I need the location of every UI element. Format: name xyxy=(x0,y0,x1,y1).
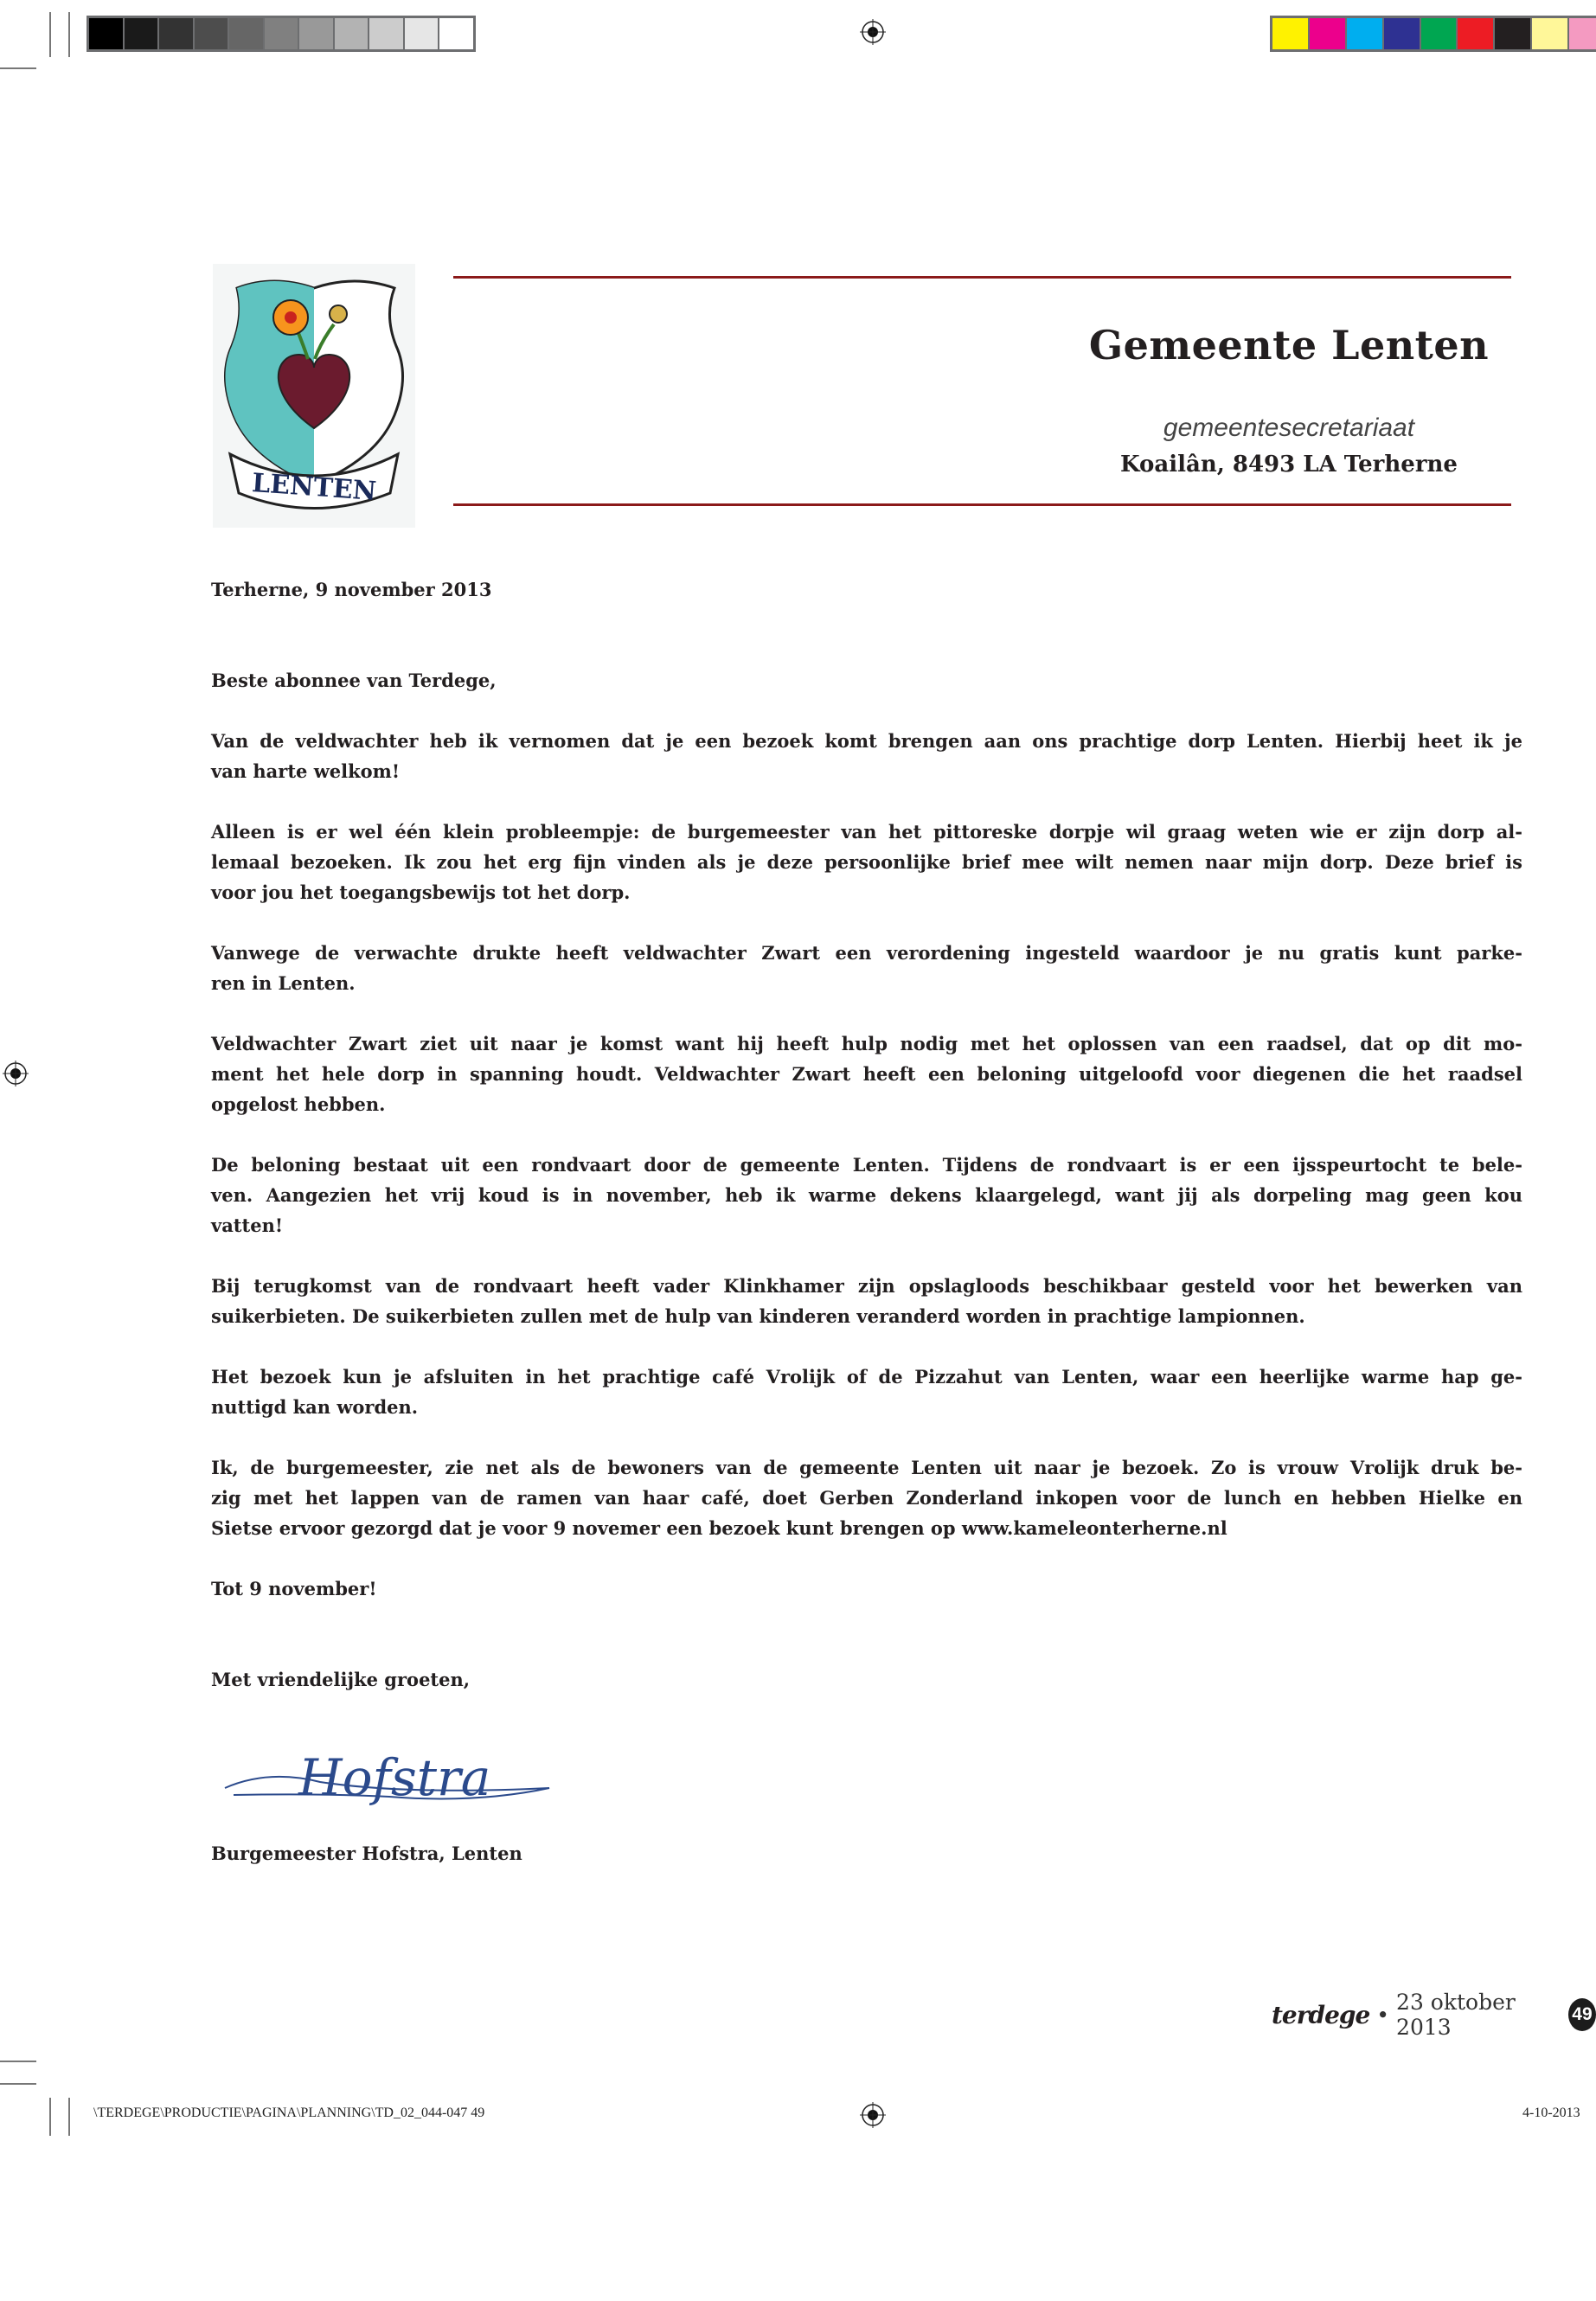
color-swatch xyxy=(265,18,300,49)
letterhead-department: gemeentesecretariaat xyxy=(1163,413,1415,442)
crop-mark xyxy=(0,2061,36,2062)
paragraph-line: lemaal bezoeken. Ik zou het erg fijn vinden als je deze persoonlijke brief mee wilt nemen naar mijn dorp. Deze brief is xyxy=(211,851,1522,873)
letter-paragraph xyxy=(211,1452,1522,1543)
color-swatch xyxy=(1384,18,1421,49)
letterhead-title: Gemeente Lenten xyxy=(1088,322,1490,369)
grayscale-bar xyxy=(87,16,476,52)
handwritten-signature xyxy=(216,1734,562,1830)
letter-paragraph xyxy=(211,817,1522,907)
letter-body xyxy=(211,574,1522,1695)
paragraph-line: Vanwege de verwachte drukte heeft veldwachter Zwart een verordening ingesteld waardoor je nu gratis kunt parke- xyxy=(211,942,1522,964)
letter-paragraphs xyxy=(211,726,1522,1574)
svg-text:Hofstra: Hofstra xyxy=(298,1748,491,1807)
letterhead-top-rule xyxy=(453,276,1511,279)
paragraph-line: Sietse ervoor gezorgd dat je voor 9 novemer een bezoek kunt brengen op www.kameleonterherne.nl xyxy=(211,1517,1227,1539)
issue-date: 23 oktober 2013 xyxy=(1396,1990,1516,2040)
paragraph-line: vatten! xyxy=(211,1215,284,1236)
color-swatch xyxy=(1421,18,1458,49)
paragraph-line: De beloning bestaat uit een rondvaart door de gemeente Lenten. Tijdens de rondvaart is er een ijsspeurtocht te bele- xyxy=(211,1154,1522,1176)
color-swatch xyxy=(1569,18,1596,49)
color-swatch xyxy=(1347,18,1384,49)
color-swatch xyxy=(159,18,195,49)
color-swatch xyxy=(89,18,125,49)
paragraph-line: opgelost hebben. xyxy=(211,1093,386,1115)
color-swatch xyxy=(1310,18,1347,49)
color-swatch xyxy=(335,18,370,49)
paragraph-line: ren in Lenten. xyxy=(211,972,356,994)
paragraph-line: Alleen is er wel één klein probleempje: de burgemeester van het pittoreske dorpje wil graag weten wie er zijn dorp al- xyxy=(211,821,1522,843)
svg-text:LENTEN: LENTEN xyxy=(251,468,378,507)
page-number-badge: 49 xyxy=(1568,1998,1596,2031)
letter-paragraph xyxy=(211,1362,1522,1422)
magazine-brand: terdege xyxy=(1272,2000,1370,2029)
registration-mark-icon xyxy=(860,2102,886,2128)
paragraph-line: Van de veldwachter heb ik vernomen dat je een bezoek komt brengen aan ons prachtige dorp Lenten. Hierbij heet ik je xyxy=(211,730,1522,752)
signer-name: Burgemeester Hofstra, Lenten xyxy=(211,1843,522,1864)
paragraph-line: Het bezoek kun je afsluiten in het prachtige café Vrolijk of de Pizzahut van Lenten, waar een heerlijke warme hap ge- xyxy=(211,1366,1522,1388)
paragraph-line: zig met het lappen van de ramen van haar café, doet Gerben Zonderland inkopen voor de lunch en hebben Hielke en xyxy=(211,1487,1522,1509)
letterhead-bottom-rule xyxy=(453,503,1511,506)
paragraph-line: Bij terugkomst van de rondvaart heeft vader Klinkhamer zijn opslagloods beschikbaar gesteld voor het bewerken van xyxy=(211,1275,1522,1297)
paragraph-line: nuttigd kan worden. xyxy=(211,1396,419,1418)
paragraph-line: van harte welkom! xyxy=(211,760,401,782)
paragraph-line: ment het hele dorp in spanning houdt. Veldwachter Zwart heeft een beloning uitgeloofd voor diegenen die het raadsel xyxy=(211,1063,1522,1085)
color-swatch xyxy=(1532,18,1569,49)
color-swatch xyxy=(369,18,405,49)
slug-date: 4-10-2013 xyxy=(1522,2106,1580,2120)
slug-path: \TERDEGE\PRODUCTIE\PAGINA\PLANNING\TD_02_044-047 49 xyxy=(93,2106,485,2120)
color-swatch xyxy=(299,18,335,49)
paragraph-line: voor jou het toegangsbewijs tot het dorp. xyxy=(211,881,631,903)
paragraph-line: ven. Aangezien het vrij koud is in november, heb ik warme dekens klaargelegd, want jij als dorpeling mag geen kou xyxy=(211,1184,1522,1206)
crop-mark xyxy=(68,2098,70,2136)
registration-mark-icon xyxy=(860,19,886,45)
letter-sign-off: Met vriendelijke groeten, xyxy=(211,1669,471,1690)
color-swatch xyxy=(229,18,265,49)
color-swatch xyxy=(195,18,230,49)
color-swatch xyxy=(405,18,440,49)
letter-paragraph xyxy=(211,938,1522,998)
letter-paragraph xyxy=(211,1271,1522,1331)
color-swatch xyxy=(125,18,160,49)
paragraph-line: Veldwachter Zwart ziet uit naar je komst want hij heeft hulp nodig met het oplossen van een raadsel, dat op dit mo- xyxy=(211,1033,1522,1054)
crop-mark xyxy=(0,67,36,69)
crop-mark xyxy=(49,2098,51,2136)
letterhead-address: Koailân, 8493 LA Terherne xyxy=(1120,452,1458,478)
color-bar xyxy=(1270,16,1596,52)
crop-mark xyxy=(68,12,70,57)
letter-closing-line: Tot 9 november! xyxy=(211,1578,377,1599)
letter-greeting: Beste abonnee van Terdege, xyxy=(211,670,497,691)
color-swatch xyxy=(1495,18,1532,49)
letter-paragraph xyxy=(211,1029,1522,1119)
crop-mark xyxy=(49,12,51,57)
registration-mark-icon xyxy=(3,1061,29,1086)
paragraph-line: Ik, de burgemeester, zie net als de bewoners van de gemeente Lenten uit naar je bezoek. Zo is vrouw Vrolijk druk be- xyxy=(211,1457,1522,1478)
color-swatch xyxy=(1272,18,1310,49)
letter-date: Terherne, 9 november 2013 xyxy=(211,579,492,600)
letter-paragraph xyxy=(211,726,1522,786)
color-swatch xyxy=(1458,18,1495,49)
page-footer xyxy=(1272,1990,1596,2040)
municipality-coat-of-arms-logo xyxy=(213,264,415,528)
paragraph-line: suikerbieten. De suikerbieten zullen met de hulp van kinderen veranderd worden in prachtige lampionnen. xyxy=(211,1305,1305,1327)
color-swatch xyxy=(439,18,473,49)
crop-mark xyxy=(0,2083,36,2085)
footer-separator: • xyxy=(1376,2002,1390,2028)
letter-paragraph xyxy=(211,1150,1522,1240)
